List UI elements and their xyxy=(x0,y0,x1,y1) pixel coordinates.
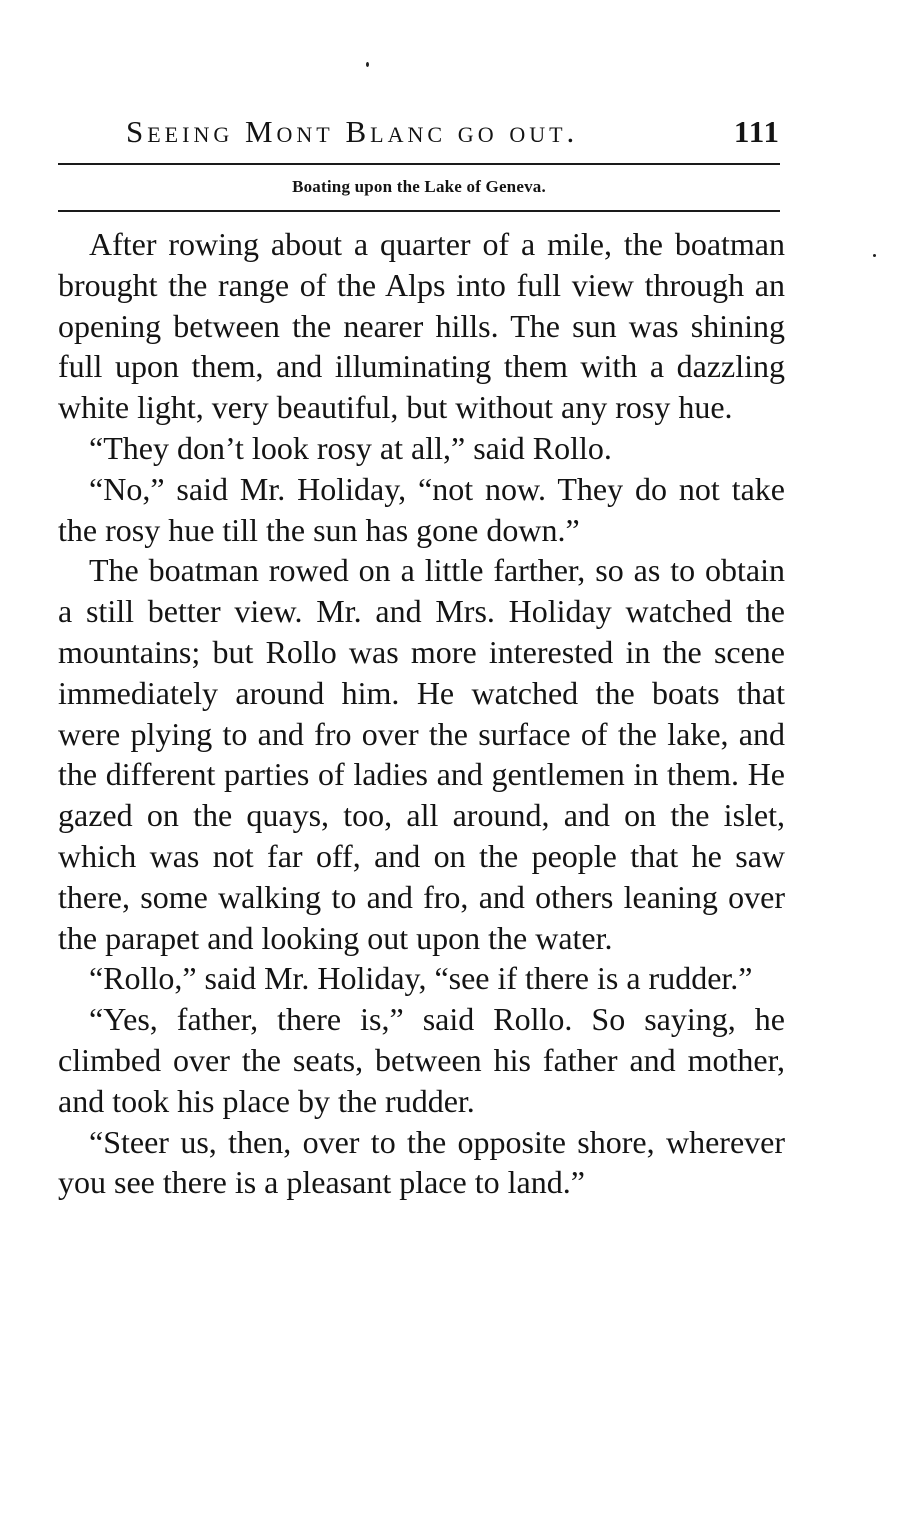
running-head-title: Seeing Mont Blanc go out. xyxy=(126,114,579,149)
paragraph: After rowing about a quarter of a mile, the boatman brought the range of the Alps into full view through an opening between the nearer hills. The sun was shining full upon them, and illuminating them with a dazzling white light, very beautiful, but without any rosy hue. xyxy=(58,226,785,426)
running-head xyxy=(58,110,780,154)
paragraph: The boatman rowed on a little farther, so as to obtain a still better view. Mr. and Mrs. Holiday watched the mountains; but Rollo was more interested in the scene immediately around him. He watched the boats that were plying to and fro over the surface of the lake, and the different parties of ladies and gentlemen in them. He gazed on the quays, too, all around, and on the islet, which was not far off, and on the people that he saw there, some walking to and fro, and others leaning over the parapet and looking out upon the water. xyxy=(58,552,785,956)
section-subhead: Boating upon the Lake of Geneva. xyxy=(292,177,546,196)
ink-speck xyxy=(366,62,369,67)
body-text xyxy=(58,224,785,1203)
paragraph: “No,” said Mr. Holiday, “not now. They do not take the rosy hue till the sun has gone down.” xyxy=(58,470,785,548)
paragraph: “Steer us, then, over to the opposite shore, wherever you see there is a pleasant place to land.” xyxy=(58,1123,785,1201)
header-rule-top xyxy=(58,163,780,165)
paragraph: “They don’t look rosy at all,” said Rollo. xyxy=(89,429,612,466)
header-rule-bottom xyxy=(58,210,780,212)
ink-speck xyxy=(873,254,876,257)
paragraph: “Rollo,” said Mr. Holiday, “see if there is a rudder.” xyxy=(89,960,753,997)
page-number: 111 xyxy=(733,114,780,149)
paragraph: “Yes, father, there is,” said Rollo. So saying, he climbed over the seats, between his father and mother, and took his place by the rudder. xyxy=(58,1001,785,1119)
